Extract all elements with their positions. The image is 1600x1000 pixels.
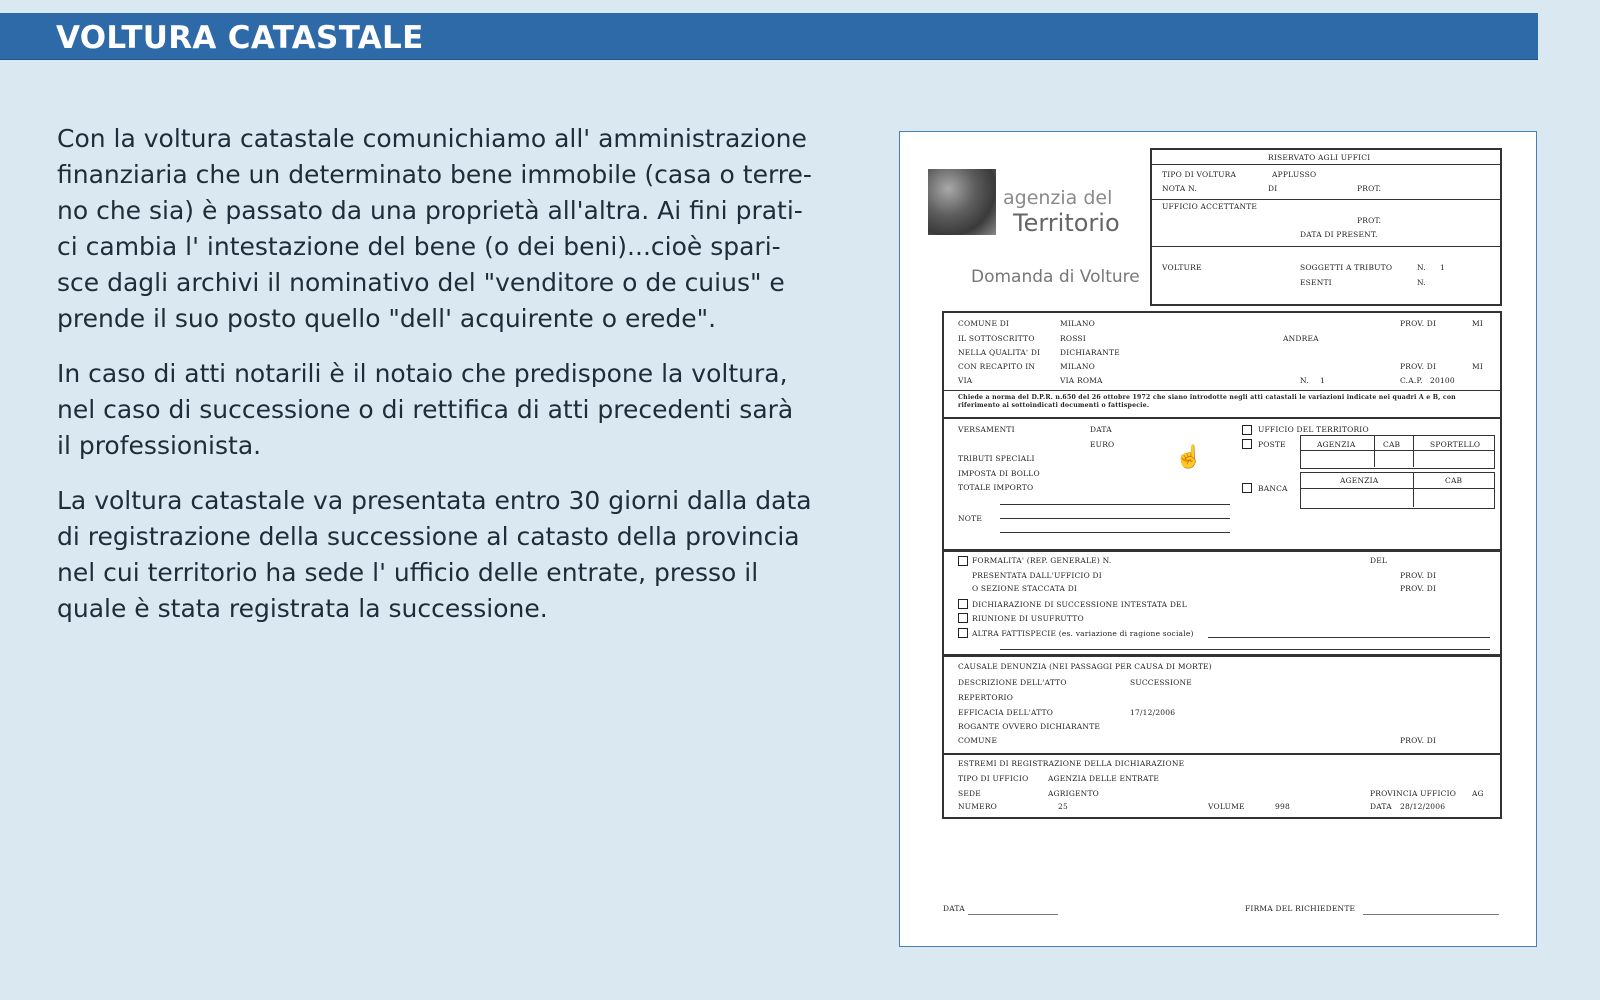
field-value: 998	[1275, 802, 1290, 811]
field-label: DESCRIZIONE DELL'ATTO	[958, 678, 1067, 687]
text-line: quale è stata registrata la successione.	[57, 594, 548, 623]
field-label: CAB	[1383, 440, 1401, 449]
field-label: NOTA N.	[1162, 184, 1197, 193]
field-value: 25	[1058, 802, 1068, 811]
field-label: NOTE	[958, 514, 982, 523]
checkbox-icon	[958, 613, 968, 623]
field-label: O SEZIONE STACCATA DI	[972, 584, 1078, 593]
field-label: PROV. DI	[1400, 362, 1437, 371]
field-label: DATA	[943, 904, 965, 913]
paragraph	[57, 356, 877, 464]
field-value: 20100	[1430, 376, 1455, 385]
field-value: MILANO	[1060, 362, 1095, 371]
field-label: N.	[1300, 376, 1309, 385]
field-label: SOGGETTI A TRIBUTO	[1300, 263, 1393, 272]
field-value: APPLUSSO	[1272, 170, 1317, 179]
field-label: EURO	[1090, 440, 1115, 449]
field-label: TRIBUTI SPECIALI	[958, 454, 1035, 463]
field-value: ANDREA	[1283, 334, 1319, 343]
request-note: Chiede a norma del D.P.R. n.650 del 26 ottobre 1972 che siano introdotte negli atti catastali le variazioni indicate nei quadri A e B, con riferimento ai sottoindicati documenti o fattispecie.	[958, 394, 1456, 409]
field-value: AGENZIA DELLE ENTRATE	[1048, 774, 1160, 783]
text-line: Con la voltura catastale comunichiamo all' amministrazione	[57, 124, 807, 153]
description-text	[57, 121, 877, 646]
checkbox-icon	[1242, 483, 1252, 493]
field-label: IMPOSTA DI BOLLO	[958, 469, 1040, 478]
text-line: prende il suo posto quello "dell' acquirente o erede".	[57, 304, 717, 333]
field-label: REPERTORIO	[958, 693, 1014, 702]
field-value: 28/12/2006	[1400, 802, 1446, 811]
field-label: DICHIARAZIONE DI SUCCESSIONE INTESTATA DEL	[972, 600, 1187, 609]
field-label: TOTALE IMPORTO	[958, 483, 1034, 492]
field-value: VIA ROMA	[1060, 376, 1103, 385]
field-label: VERSAMENTI	[958, 425, 1015, 434]
field-label: NUMERO	[958, 802, 998, 811]
field-label: SPORTELLO	[1430, 440, 1481, 449]
field-label: RIUNIONE DI USUFRUTTO	[972, 614, 1084, 623]
field-label: DATA DI PRESENT.	[1300, 230, 1378, 239]
field-label: N.	[1417, 263, 1426, 272]
field-label: TIPO DI VOLTURA	[1162, 170, 1237, 179]
field-label: FORMALITA' (REP. GENERALE) N.	[972, 556, 1112, 565]
field-label: PRESENTATA DALL'UFFICIO DI	[972, 571, 1102, 580]
checkbox-icon	[1242, 425, 1252, 435]
field-label: ALTRA FATTISPECIE (es. variazione di ragione sociale)	[972, 629, 1194, 638]
text-line: sce dagli archivi il nominativo del "venditore o de cuius" e	[57, 268, 785, 297]
text-line: il professionista.	[57, 431, 262, 460]
field-label: PROV. DI	[1400, 319, 1437, 328]
field-label: PROV. DI	[1400, 584, 1437, 593]
field-label: PROV. DI	[1400, 571, 1437, 580]
hand-cursor-icon: ☝	[1175, 445, 1203, 470]
field-label: TIPO DI UFFICIO	[958, 774, 1029, 783]
field-label: DEL	[1370, 556, 1388, 565]
field-label: PROVINCIA UFFICIO	[1370, 789, 1457, 798]
field-label: FIRMA DEL RICHIEDENTE	[1245, 904, 1356, 913]
checkbox-icon	[1242, 439, 1252, 449]
field-label: DATA	[1090, 425, 1112, 434]
field-value: MI	[1472, 319, 1484, 328]
field-label: CON RECAPITO IN	[958, 362, 1036, 371]
field-label: VOLUME	[1208, 802, 1245, 811]
field-value: AGRIGENTO	[1048, 789, 1099, 798]
field-label: UFFICIO ACCETTANTE	[1162, 202, 1258, 211]
field-label: PROT.	[1357, 184, 1382, 193]
field-value: AG	[1472, 789, 1484, 798]
checkbox-icon	[958, 556, 968, 566]
text-line: di registrazione della successione al catasto della provincia	[57, 522, 800, 551]
field-label: AGENZIA	[1317, 440, 1356, 449]
checkbox-icon	[958, 599, 968, 609]
field-value: MI	[1472, 362, 1484, 371]
checkbox-icon	[958, 628, 968, 638]
field-label: C.A.P.	[1400, 376, 1423, 385]
field-label: UFFICIO DEL TERRITORIO	[1258, 425, 1369, 434]
logo-text: Territorio	[1013, 209, 1120, 237]
form-subtitle: Domanda di Volture	[971, 267, 1140, 287]
field-value: MILANO	[1060, 319, 1095, 328]
field-label: PROV. DI	[1400, 736, 1437, 745]
field-label: COMUNE DI	[958, 319, 1010, 328]
field-label: ROGANTE OVVERO DICHIARANTE	[958, 722, 1101, 731]
text-line: La voltura catastale va presentata entro 30 giorni dalla data	[57, 486, 812, 515]
field-label: CAUSALE DENUNZIA (NEI PASSAGGI PER CAUSA DI MORTE)	[958, 662, 1212, 671]
field-value: 1	[1440, 263, 1445, 272]
field-value: 1	[1320, 376, 1325, 385]
agency-logo-icon	[928, 169, 996, 235]
field-label: AGENZIA	[1340, 476, 1379, 485]
field-label: VOLTURE	[1162, 263, 1202, 272]
text-line: nel caso di successione o di rettifica di atti precedenti sarà	[57, 395, 794, 424]
field-label: NELLA QUALITA' DI	[958, 348, 1041, 357]
field-label: SEDE	[958, 789, 981, 798]
field-label: EFFICACIA DELL'ATTO	[958, 708, 1054, 717]
text-line: no che sia) è passato da una proprietà all'altra. Ai fini prati-	[57, 196, 803, 225]
field-value: SUCCESSIONE	[1130, 678, 1192, 687]
field-label: COMUNE	[958, 736, 998, 745]
field-label: POSTE	[1258, 440, 1286, 449]
text-line: finanziaria che un determinato bene immobile (casa o terre-	[57, 160, 812, 189]
text-line: ci cambia l' intestazione del bene (o dei beni)...cioè spari-	[57, 232, 781, 261]
voltura-form-image	[899, 131, 1537, 947]
paragraph	[57, 483, 877, 627]
field-value: DICHIARANTE	[1060, 348, 1120, 357]
logo-text: agenzia del	[1003, 187, 1113, 209]
field-label: CAB	[1445, 476, 1463, 485]
field-value: ROSSI	[1060, 334, 1086, 343]
field-label: DATA	[1370, 802, 1392, 811]
text-line: In caso di atti notarili è il notaio che predispone la voltura,	[57, 359, 788, 388]
paragraph	[57, 121, 877, 337]
field-label: BANCA	[1258, 484, 1288, 493]
reserved-title: RISERVATO AGLI UFFICI	[1268, 153, 1371, 162]
field-label: IL SOTTOSCRITTO	[958, 334, 1035, 343]
field-label: ESENTI	[1300, 278, 1332, 287]
text-line: nel cui territorio ha sede l' ufficio delle entrate, presso il	[57, 558, 759, 587]
field-label: PROT.	[1357, 216, 1382, 225]
field-label: N.	[1417, 278, 1426, 287]
field-label: ESTREMI DI REGISTRAZIONE DELLA DICHIARAZIONE	[958, 759, 1185, 768]
field-label: VIA	[958, 376, 973, 385]
page-title: VOLTURA CATASTALE	[56, 20, 424, 56]
header-bar	[0, 13, 1538, 60]
field-value: 17/12/2006	[1130, 708, 1176, 717]
field-label: DI	[1268, 184, 1278, 193]
